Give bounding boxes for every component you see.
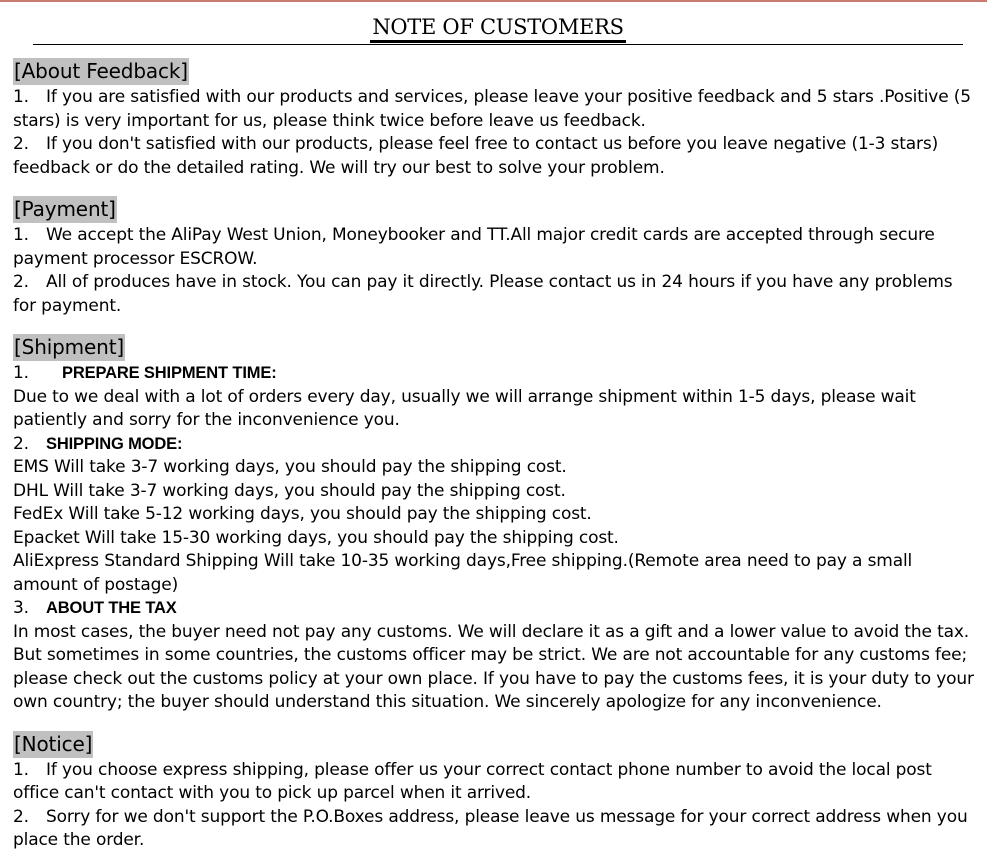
item-number: 2.: [13, 806, 29, 827]
shipping-line-ems: EMS Will take 3-7 working days, you should pay the shipping cost.: [13, 457, 567, 477]
notice-item-1: [13, 759, 975, 806]
notice-item-2: [13, 806, 975, 853]
item-number: 2.: [13, 134, 29, 154]
payment-section: [13, 196, 975, 318]
item-number: 1.: [13, 87, 29, 107]
item-number: 3.: [13, 598, 29, 618]
title-bar: [33, 14, 963, 45]
feedback-section: [13, 58, 975, 180]
item-number: 2.: [13, 272, 29, 292]
item-text: Sorry for we don't support the P.O.Boxes address, please leave us message for your correct address when you place the order.: [13, 806, 968, 850]
payment-item-1: [13, 224, 975, 271]
item-number: 1.: [13, 759, 29, 780]
feedback-item-1: [13, 86, 975, 133]
payment-item-2: [13, 271, 975, 318]
section-heading-feedback: [About Feedback]: [14, 59, 188, 83]
section-heading-payment: [Payment]: [14, 197, 116, 221]
mode-title: SHIPPING MODE:: [46, 434, 183, 453]
prepare-title: PREPARE SHIPMENT TIME:: [62, 364, 277, 382]
shipping-line-dhl: DHL Will take 3-7 working days, you should pay the shipping cost.: [13, 480, 566, 501]
shipment-section: [13, 334, 975, 715]
top-divider: [0, 0, 987, 2]
item-number: 1.: [13, 363, 29, 383]
section-heading-notice: [Notice]: [14, 731, 93, 756]
mode-title-line: [13, 433, 975, 457]
item-text: If you are satisfied with our products and services, please leave your positive feedback and 5 stars .Positive (5 stars) is very important for us, please think twice before leave us feedback.: [13, 87, 971, 131]
item-text: If you choose express shipping, please offer us your correct contact phone number to avoid the local post office can't contact with you to pick up parcel when it arrived.: [13, 759, 932, 803]
item-number: 1.: [13, 225, 29, 245]
item-text: We accept the AliPay West Union, Moneybooker and TT.All major credit cards are accepted through secure payment processor ESCROW.: [13, 225, 935, 269]
shipping-line-fedex: FedEx Will take 5-12 working days, you should pay the shipping cost.: [13, 504, 592, 524]
shipping-line-aliexpress: AliExpress Standard Shipping Will take 10-35 working days,Free shipping.(Remote area need to pay a small amount of postage): [13, 551, 913, 595]
tax-title: ABOUT THE TAX: [46, 599, 177, 617]
notes-content: [13, 58, 975, 853]
page-title: NOTE OF CUSTOMERS: [370, 14, 625, 43]
prepare-text: Due to we deal with a lot of orders every day, usually we will arrange shipment within 1-5 days, please wait patiently and sorry for the inconvenience you.: [13, 386, 916, 430]
feedback-item-2: [13, 133, 975, 180]
prepare-title-line: [13, 362, 975, 386]
item-number: 2.: [13, 433, 29, 454]
tax-title-line: [13, 597, 975, 621]
tax-text: In most cases, the buyer need not pay any customs. We will declare it as a gift and a lower value to avoid the tax. But sometimes in some countries, the customs officer may be strict. We are not accountable for any customs fee; please check out the customs policy at your own place. If you have to pay the customs fees, it is your duty to your own country; the buyer should understand this situation. We sincerely apologize for any inconvenience.: [13, 621, 974, 712]
item-text: All of produces have in stock. You can pay it directly. Please contact us in 24 hours if you have any problems for payment.: [13, 272, 953, 316]
section-heading-shipment: [Shipment]: [14, 335, 125, 359]
notice-section: [13, 731, 975, 853]
shipping-line-epacket: Epacket Will take 15-30 working days, you should pay the shipping cost.: [13, 527, 619, 548]
item-text: If you don't satisfied with our products, please feel free to contact us before you leave negative (1-3 stars) feedback or do the detailed rating. We will try our best to solve your problem.: [13, 134, 939, 178]
